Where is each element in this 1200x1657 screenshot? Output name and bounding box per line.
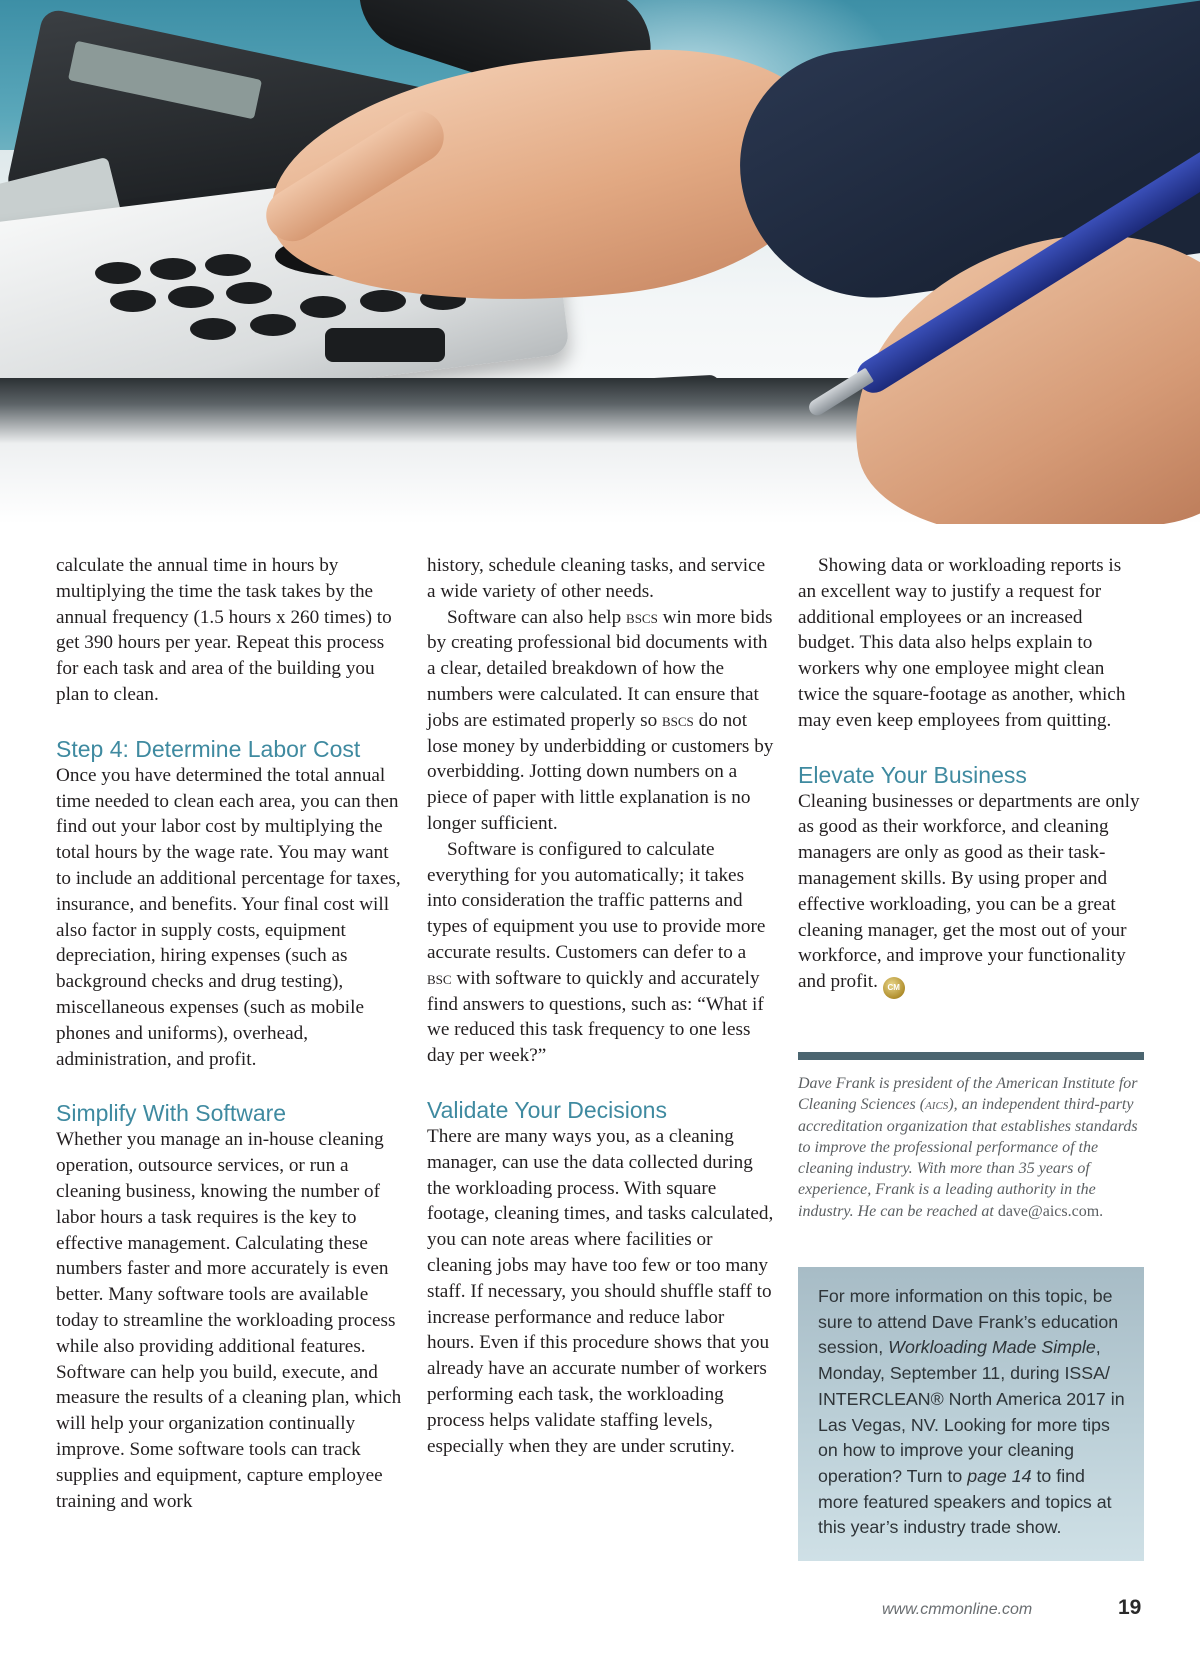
paragraph: history, schedule cleaning tasks, and service a wide variety of other needs. xyxy=(427,555,766,602)
section-heading-elevate: Elevate Your Business xyxy=(798,761,1027,788)
acronym: bsc xyxy=(427,967,452,988)
divider-rule xyxy=(798,1052,1144,1060)
text-run: win more bids by creating professional bid documents with a clear, detailed breakdown of how the numbers were calculated. It can ensure that jobs are estimated properly so xyxy=(427,606,773,731)
calculator-key xyxy=(250,314,296,336)
hero-photo xyxy=(0,0,1200,524)
session-title: Workloading Made Simple xyxy=(888,1337,1096,1358)
calculator-key xyxy=(300,296,346,318)
section-heading-labor-cost: Step 4: Determine Labor Cost xyxy=(56,735,361,762)
acronym: aics xyxy=(925,1096,949,1114)
text-run: do not lose money by underbidding or customers by overbidding. Jotting down numbers on a piece of paper with little explanation is no longer sufficient. xyxy=(427,709,774,834)
text-run: to find more featured speakers and topics at this year’s industry trade show. xyxy=(818,1465,1112,1538)
calculator-key xyxy=(205,254,251,276)
paragraph xyxy=(427,605,775,837)
text-run: Dave Frank is president of the American Institute for Cleaning Sciences ( xyxy=(798,1075,1138,1114)
text-run: Software is configured to calculate everything for you automatically; it takes into consideration the traffic patterns and types of equipment you use to provide more accurate results. Customers can defer to a xyxy=(427,838,766,963)
section-heading-validate: Validate Your Decisions xyxy=(427,1096,667,1123)
calculator-key xyxy=(150,258,196,280)
calculator-key xyxy=(190,318,236,340)
end-of-article-icon: CM xyxy=(883,977,905,999)
acronym: bscs xyxy=(661,709,694,730)
calculator-key-large xyxy=(325,328,445,362)
text-run: with software to quickly and accurately find answers to questions, such as: “What if we reduced this task frequency to one less day per week?” xyxy=(427,967,764,1067)
calculator-key xyxy=(360,290,406,312)
paragraph: Showing data or workloading reports is an excellent way to justify a request for additional employees or an increased budget. This data also helps explain to workers why one employee might clean twice the square-footage as another, which may even keep employees from quitting. xyxy=(798,555,1126,731)
paragraph: calculate the annual time in hours by multiplying the time the task takes by the annual frequency (1.5 hours x 260 times) to get 390 hours per year. Repeat this process for each task and area of the building you plan to clean. xyxy=(56,555,392,705)
author-email: dave@aics.com. xyxy=(997,1202,1104,1220)
calculator-key xyxy=(95,262,141,284)
author-bio xyxy=(798,1073,1144,1222)
column-2 xyxy=(427,553,775,1459)
footer-website: www.cmmonline.com xyxy=(882,1601,1033,1618)
page-number: 19 xyxy=(1118,1596,1142,1619)
column-3 xyxy=(798,553,1144,999)
page-reference: page 14 xyxy=(967,1465,1032,1486)
event-promo-box xyxy=(798,1267,1144,1561)
text-run: ), an independent third-party accreditation organization that establishes standards to improve the professional performance of the cleaning industry. With more than 35 years of experience, Frank is a leading authority in the industry. He can be reached at xyxy=(798,1096,1138,1220)
calculator-key xyxy=(168,286,214,308)
text-run: For more information on this topic, be sure to attend Dave Frank’s education session, xyxy=(818,1286,1119,1358)
paragraph xyxy=(798,789,1144,1000)
text-run: Software can also help xyxy=(447,606,627,628)
calculator-key xyxy=(226,282,272,304)
text-run: Cleaning businesses or departments are only as good as their workforce, and cleaning managers are only as good as their task-management skills. By using proper and effective workloading, you can be a great cleaning manager, get the most out of your workforce, and improve your functionality and profit. xyxy=(798,790,1140,993)
text-run: , Monday, September 11, during ISSA/ INTERCLEAN® North America 2017 in Las Vegas, NV. Looking for more tips on how to improve your cleaning operation? Turn to xyxy=(818,1337,1125,1486)
paragraph: Whether you manage an in-house cleaning operation, outsource services, or run a cleaning business, knowing the number of labor hours a task requires is the key to effective management. Calculating these numbers faster and more accurately is even better. Many software tools are available today to streamline the workloading process while also providing additional features. Software can help you build, execute, and measure the results of a cleaning plan, which will help your organization continually improve. Some software tools can track supplies and equipment, capture employee training and work xyxy=(56,1129,402,1512)
column-1 xyxy=(56,553,404,1514)
paragraph: Once you have determined the total annual time needed to clean each area, you can then find out your labor cost by multiplying the total hours by the wage rate. You may want to include an additional percentage for taxes, insurance, and benefits. Your final cost will also factor in supply costs, equipment depreciation, hiring expenses (such as background checks and drug testing), miscellaneous expenses (such as mobile phones and uniforms), overhead, administration, and profit. xyxy=(56,764,401,1070)
acronym: bscs xyxy=(626,606,658,627)
paragraph: There are many ways you, as a cleaning manager, can use the data collected during the workloading process. With square footage, cleaning times, and tasks calculated, you can note areas where facilities or cleaning jobs may have too few or too many staff. If necessary, you should shuffle staff to increase performance and reduce labor hours. Even if this procedure shows that you already have an accurate number of workers performing each task, the workloading process helps validate staffing levels, especially when they are under scrutiny. xyxy=(427,1125,774,1457)
calculator-key xyxy=(110,290,156,312)
paragraph xyxy=(427,837,775,1069)
section-heading-software: Simplify With Software xyxy=(56,1100,287,1127)
